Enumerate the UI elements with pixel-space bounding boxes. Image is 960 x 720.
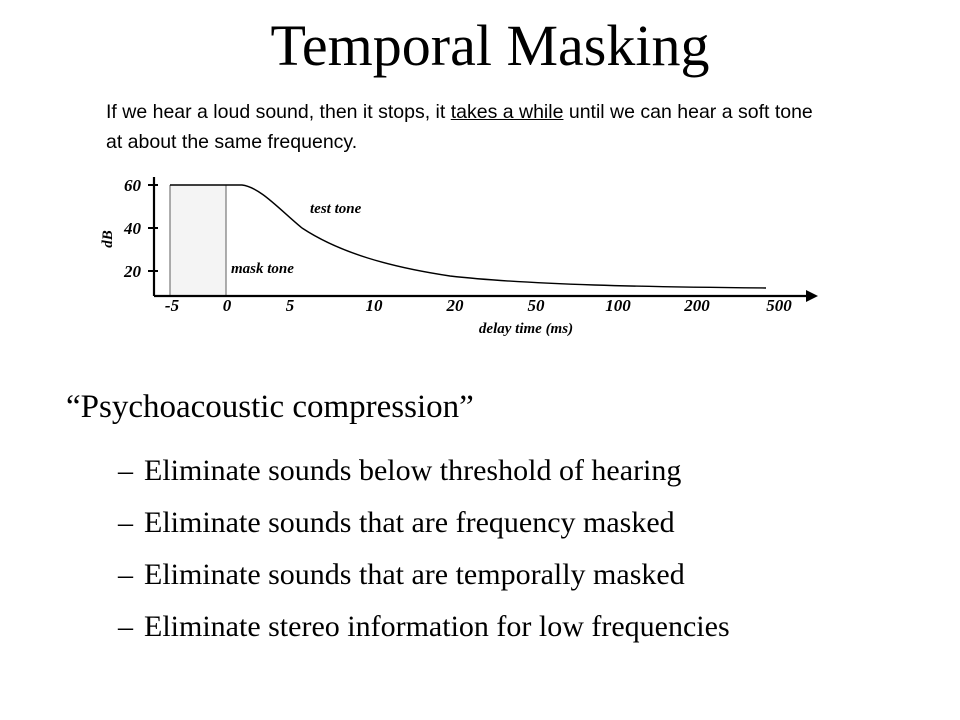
x-tick-label: 20: [446, 296, 464, 315]
x-tick-label: 500: [766, 296, 792, 315]
slide-note: [106, 97, 826, 157]
note-text-after: until we can hear a soft tone at about the same frequency.: [106, 101, 813, 153]
x-tick-label: 50: [527, 296, 545, 315]
slide-title: Temporal Masking: [270, 13, 710, 78]
bullet-dash: –: [118, 610, 133, 643]
bullet-dash: –: [118, 506, 133, 539]
section-heading: “Psychoacoustic compression”: [66, 389, 474, 425]
mask-tone-region: [170, 185, 226, 296]
x-axis-arrowhead: [806, 290, 818, 302]
bullet-list: [118, 445, 730, 653]
bullet-dash: –: [118, 558, 133, 591]
y-tick-label: 60: [124, 176, 141, 195]
x-tick-label: 10: [365, 296, 383, 315]
y-axis-label: dB: [100, 230, 116, 248]
list-item-text: Eliminate sounds below threshold of hearing: [144, 454, 682, 487]
bullet-dash: –: [118, 454, 133, 487]
note-text-underlined: takes a while: [450, 101, 564, 123]
list-item-text: Eliminate sounds that are temporally masked: [144, 558, 685, 591]
y-tick-label: 40: [124, 219, 141, 238]
list-item-text: Eliminate stereo information for low frequencies: [144, 610, 730, 643]
figure-svg: [90, 165, 830, 345]
x-tick-label: -5: [164, 296, 180, 315]
temporal-masking-figure: [90, 165, 830, 345]
mask-tone-label: mask tone: [231, 261, 294, 277]
x-tick-label: 100: [605, 296, 631, 315]
x-tick-label: 200: [684, 296, 710, 315]
x-tick-label: 0: [222, 296, 232, 315]
x-tick-label: 5: [285, 296, 295, 315]
note-text-before: If we hear a loud sound, then it stops, it: [106, 101, 451, 123]
list-item-text: Eliminate sounds that are frequency masked: [144, 506, 675, 539]
x-axis-label: delay time (ms): [478, 321, 574, 337]
y-tick-label: 20: [124, 262, 141, 281]
list-item: [118, 549, 730, 601]
list-item: [118, 497, 730, 549]
test-tone-label: test tone: [310, 201, 362, 217]
list-item: [118, 601, 730, 653]
list-item: [118, 445, 730, 497]
test-tone-curve: [226, 185, 766, 288]
